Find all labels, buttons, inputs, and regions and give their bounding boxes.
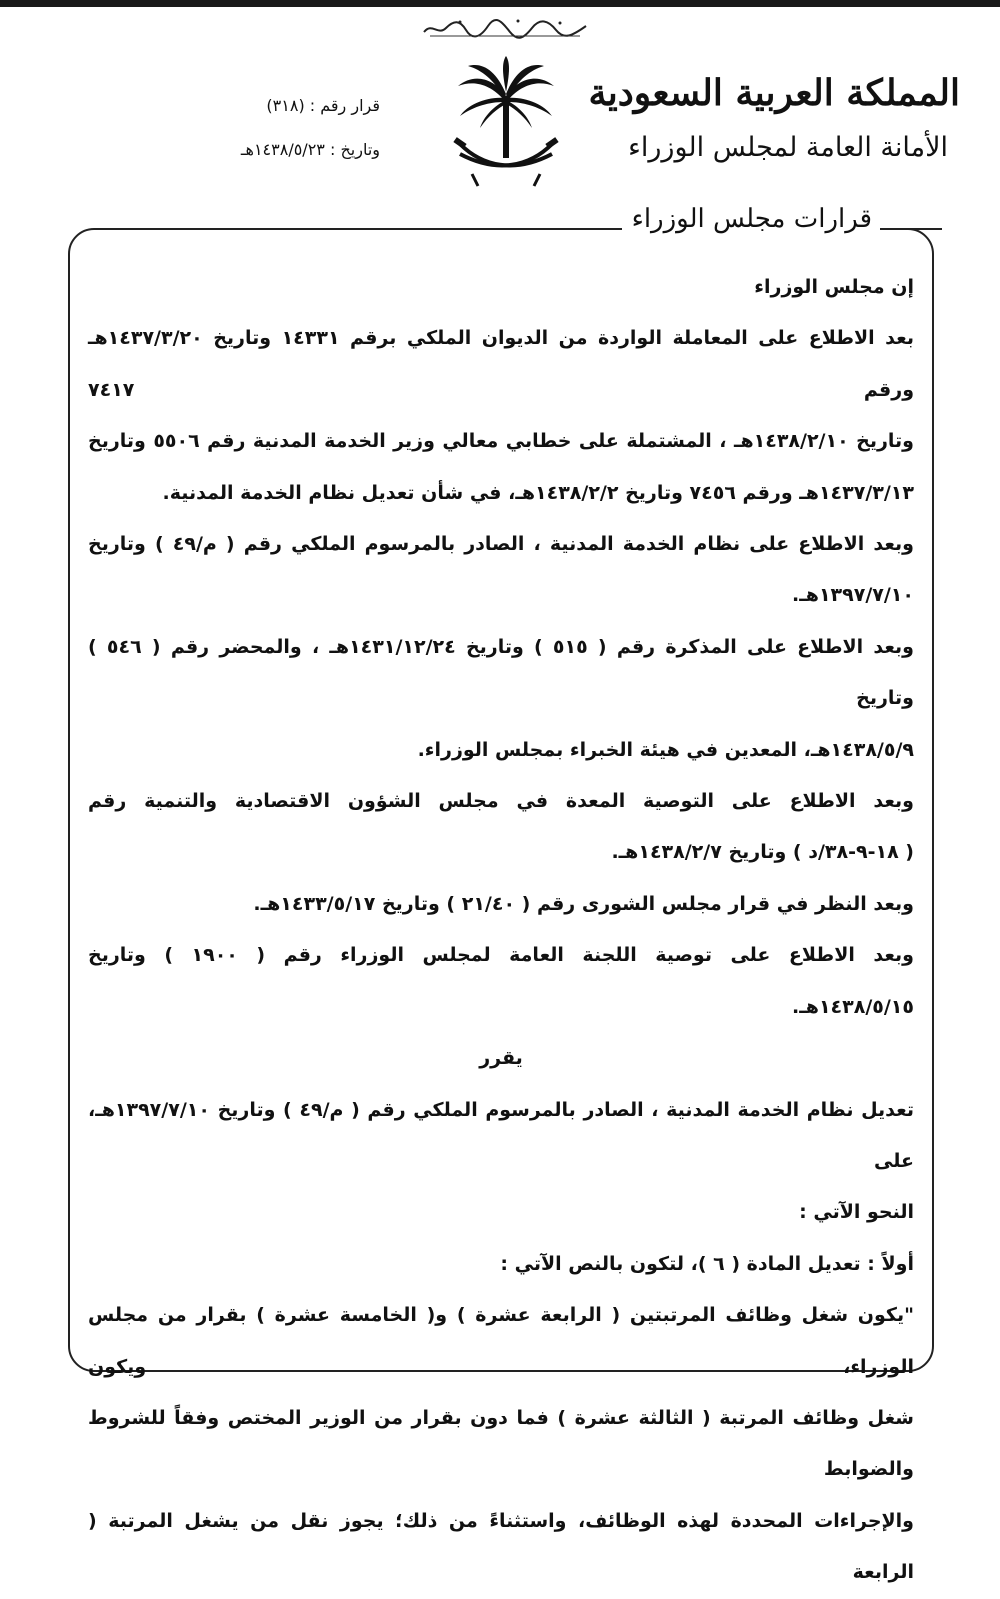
secretariat-name: الأمانة العامة لمجلس الوزراء bbox=[628, 132, 948, 163]
body-line: شغل وظائف المرتبة ( الثالثة عشرة ) فما دون بقرار من الوزير المختص وفقاً للشروط والضوابط bbox=[88, 1406, 914, 1481]
decision-body bbox=[88, 262, 914, 1599]
body-line: وتاريخ ١٤٣٨/٢/١٠هـ ، المشتملة على خطابي معالي وزير الخدمة المدنية رقم ٥٥٠٦ وتاريخ bbox=[88, 430, 914, 453]
body-line: وبعد النظر في قرار مجلس الشورى رقم ( ٢١/٤٠ ) وتاريخ ١٤٣٣/٥/١٧هـ. bbox=[253, 892, 914, 915]
body-line: وبعد الاطلاع على التوصية المعدة في مجلس الشؤون الاقتصادية والتنمية رقم bbox=[88, 790, 914, 813]
decides-heading: يقرر bbox=[479, 1047, 523, 1070]
body-line: النحو الآتي : bbox=[799, 1201, 914, 1224]
body-line: وبعد الاطلاع على نظام الخدمة المدنية ، الصادر بالمرسوم الملكي رقم ( م/٤٩ ) وتاريخ bbox=[88, 533, 914, 556]
opening-line: إن مجلس الوزراء bbox=[754, 276, 914, 298]
body-line: ١٤٣٨/٥/١٥هـ. bbox=[792, 995, 914, 1018]
body-line: والإجراءات المحددة لهذه الوظائف، واستثناءً من ذلك؛ يجوز نقل من يشغل المرتبة ( الرابعة bbox=[88, 1509, 914, 1584]
body-line: "يكون شغل وظائف المرتبتين ( الرابعة عشرة ) و( الخامسة عشرة ) بقرار من مجلس الوزراء، ويكون bbox=[88, 1304, 914, 1378]
body-line: تعديل نظام الخدمة المدنية ، الصادر بالمرسوم الملكي رقم ( م/٤٩ ) وتاريخ ١٣٩٧/٧/١٠هـ، على bbox=[88, 1098, 915, 1172]
decision-number: قرار رقم : (٣١٨) bbox=[266, 96, 380, 115]
kingdom-name: المملكة العربية السعودية bbox=[588, 72, 960, 114]
body-line: ١٣٩٧/٧/١٠هـ. bbox=[792, 584, 914, 607]
bismillah-calligraphy bbox=[420, 16, 590, 42]
body-line: ١٤٣٨/٥/٩هـ، المعدين في هيئة الخبراء بمجلس الوزراء. bbox=[417, 738, 914, 761]
body-line: ١٤٣٧/٣/١٣هـ ورقم ٧٤٥٦ وتاريخ ١٤٣٨/٢/٢هـ، في شأن تعديل نظام الخدمة المدنية. bbox=[162, 481, 914, 504]
body-line: بعد الاطلاع على المعاملة الواردة من الديوان الملكي برقم ١٤٣٣١ وتاريخ ١٤٣٧/٣/٢٠هـ ورقم ٧٤١٧ bbox=[88, 327, 915, 401]
body-line: وبعد الاطلاع على المذكرة رقم ( ٥١٥ ) وتاريخ ١٤٣١/١٢/٢٤هـ ، والمحضر رقم ( ٥٤٦ ) وتاريخ bbox=[88, 635, 914, 710]
decision-meta bbox=[150, 92, 380, 180]
body-line: وبعد الاطلاع على توصية اللجنة العامة لمجلس الوزراء رقم ( ١٩٠٠ ) وتاريخ bbox=[88, 944, 914, 967]
article-heading: أولاً : تعديل المادة ( ٦ )، لتكون بالنص الآتي : bbox=[500, 1252, 914, 1275]
body-line: ( ١٨-٩-٣٨/د ) وتاريخ ١٤٣٨/٢/٧هـ. bbox=[611, 841, 914, 864]
palm-and-swords-emblem bbox=[452, 56, 560, 190]
section-title-rule bbox=[880, 228, 942, 230]
section-title: قرارات مجلس الوزراء bbox=[622, 204, 882, 234]
decision-date: وتاريخ : ١٤٣٨/٥/٢٣هـ bbox=[240, 140, 380, 159]
top-border-rule bbox=[0, 0, 1000, 7]
